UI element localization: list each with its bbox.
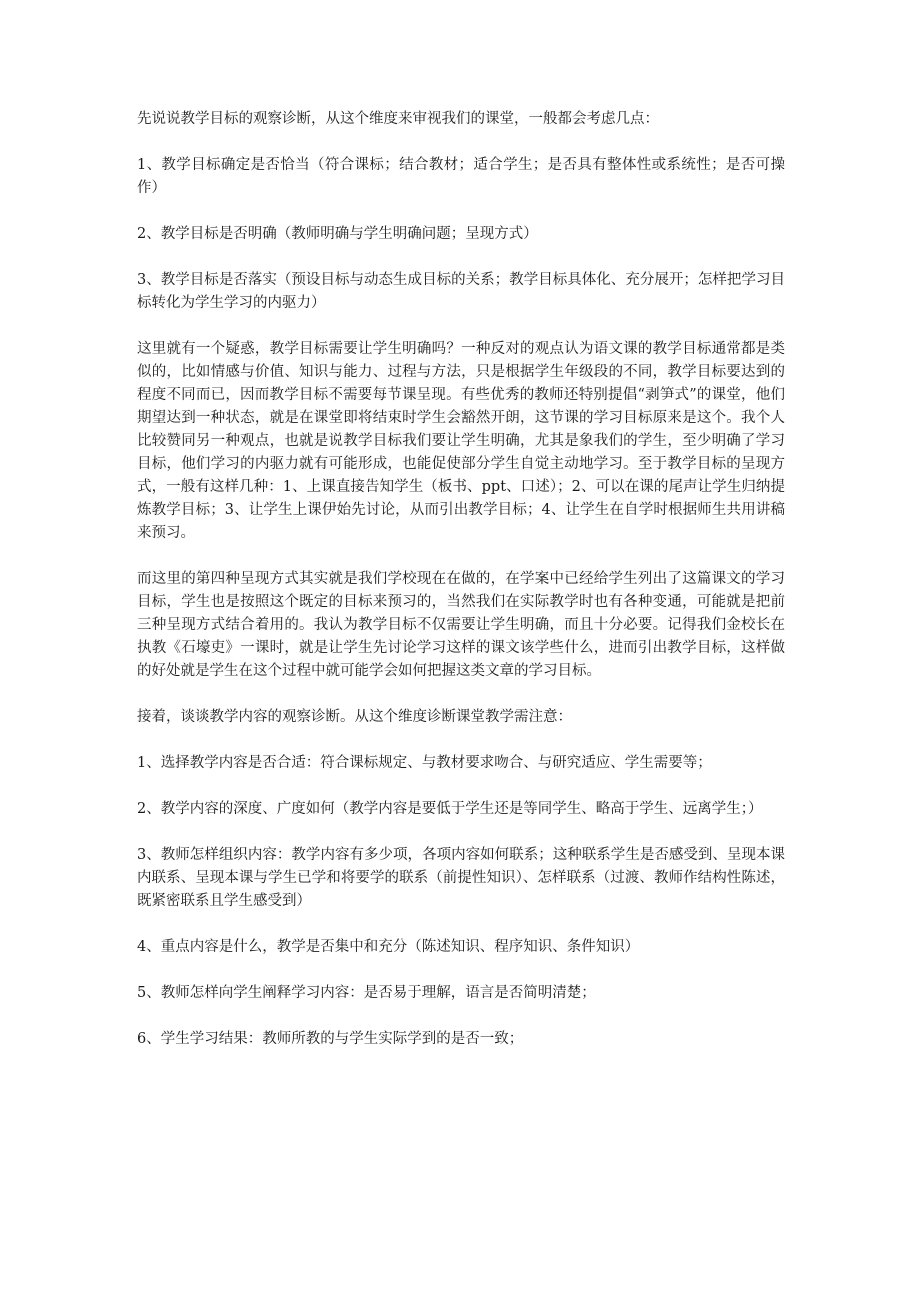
document-page [137,108,785,1074]
paragraph: 先说说教学目标的观察诊断，从这个维度来审视我们的课堂，一般都会考虑几点： [137,111,659,127]
paragraph: 2、教学目标是否明确（教师明确与学生明确问题；呈现方式） [137,226,538,242]
paragraph: 这里就有一个疑惑，教学目标需要让学生明确吗？一种反对的观点认为语文课的教学目标通常都是类似的，比如情感与价值、知识与能力、过程与方法，只是根据学生年级段的不同，教学目标要达到的程度不同而已，因而教学目标不需要每节课呈现。有些优秀的教师还特别提倡“剥笋式”的课堂，他们期望达到一种状态，就是在课堂即将结束时学生会豁然开朗，这节课的学习目标原来是这个。我个人比较赞同另一种观点，也就是说教学目标我们要让学生明确，尤其是象我们的学生，至少明确了学习目标，他们学习的内驱力就有可能形成，也能促使部分学生自觉主动地学习。至于教学目标的呈现方式，一般有这样几种：1、上课直接告知学生（板书、ppt、口述）；2、可以在课的尾声让学生归纳提炼教学目标；3、让学生上课伊始先讨论，从而引出教学目标；4、让学生在自学时根据师生共用讲稿来预习。 [137,341,785,541]
paragraph: 接着，谈谈教学内容的观察诊断。从这个维度诊断课堂教学需注意： [137,709,572,725]
paragraph: 2、教学内容的深度、广度如何（教学内容是要低于学生还是等同学生、略高于学生、远离学生；） [137,801,763,817]
paragraph: 3、教学目标是否落实（预设目标与动态生成目标的关系；教学目标具体化、充分展开；怎样把学习目标转化为学生学习的内驱力） [137,272,785,311]
paragraph: 5、教师怎样向学生阐释学习内容：是否易于理解，语言是否简明清楚； [137,985,596,1001]
paragraph: 1、选择教学内容是否合适：符合课标规定、与教材要求吻合、与研究适应、学生需要等； [137,755,712,771]
paragraph: 4、重点内容是什么，教学是否集中和充分（陈述知识、程序知识、条件知识） [137,939,640,955]
paragraph: 3、教师怎样组织内容：教学内容有多少项，各项内容如何联系；这种联系学生是否感受到、呈现本课内联系、呈现本课与学生已学和将要学的联系（前提性知识）、怎样联系（过渡、教师作结构性陈述，既紧密联系且学生感受到） [137,847,785,909]
paragraph: 1、教学目标确定是否恰当（符合课标；结合教材；适合学生；是否具有整体性或系统性；是否可操作） [137,157,785,196]
paragraph: 6、学生学习结果：教师所教的与学生实际学到的是否一致； [137,1031,524,1047]
paragraph: 而这里的第四种呈现方式其实就是我们学校现在在做的，在学案中已经给学生列出了这篇课文的学习目标，学生也是按照这个既定的目标来预习的，当然我们在实际教学时也有各种变通，可能就是把前三种呈现方式结合着用的。我认为教学目标不仅需要让学生明确，而且十分必要。记得我们金校长在执教《石壕吏》一课时，就是让学生先讨论学习这样的课文该学些什么，进而引出教学目标，这样做的好处就是学生在这个过程中就可能学会如何把握这类文章的学习目标。 [137,571,785,679]
